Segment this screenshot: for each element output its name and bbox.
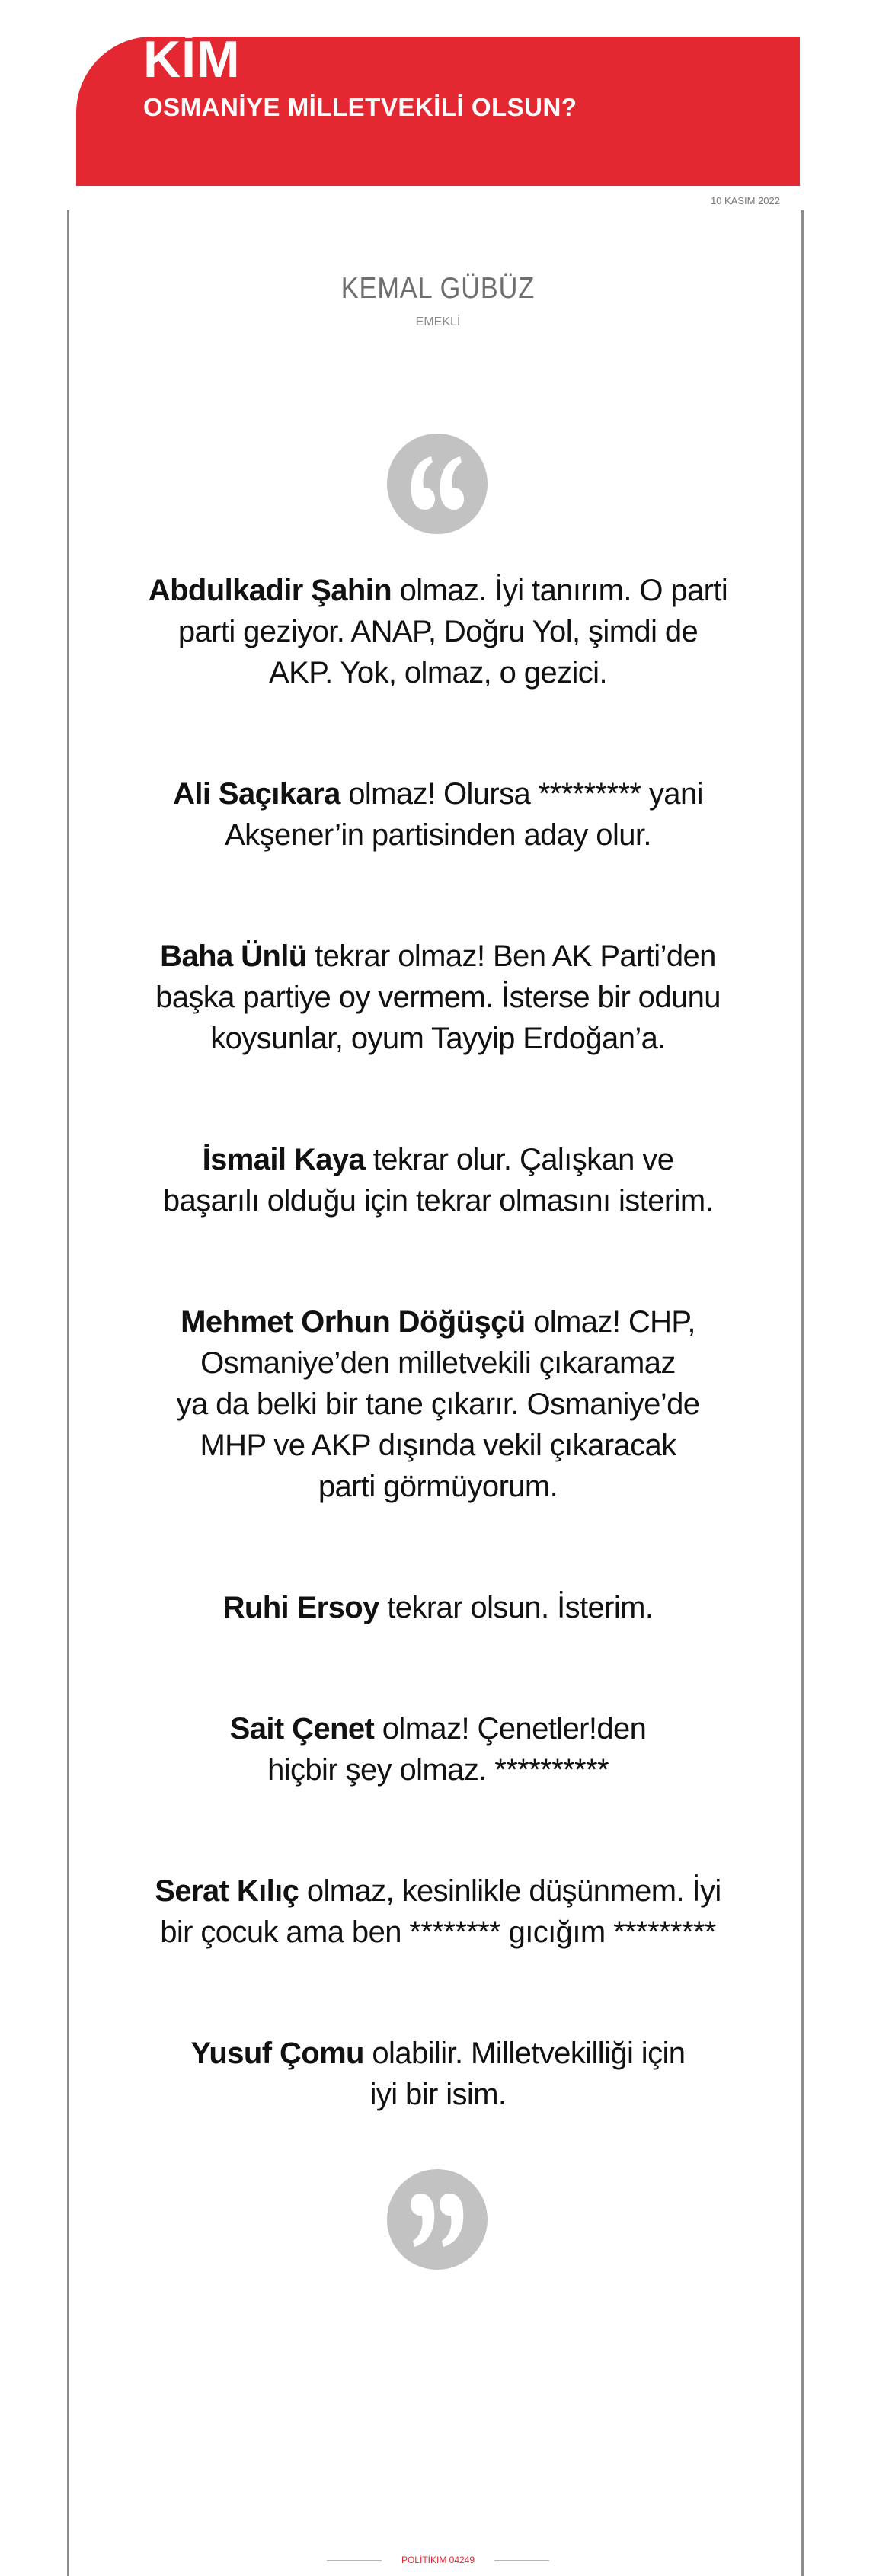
frame-left-rule	[67, 210, 69, 2576]
quote-text: MHP ve AKP dışında vekil çıkaracak	[200, 1429, 676, 1462]
frame-right-rule	[801, 210, 804, 2576]
quote-entry	[133, 936, 743, 1059]
person-name: Mehmet Orhun Döğüşçü	[181, 1305, 526, 1339]
page-subtitle: OSMANİYE MİLLETVEKİLİ OLSUN?	[143, 93, 577, 121]
quote-entry	[133, 1139, 743, 1221]
quote-text: olabilir. Milletvekilliği için	[363, 2037, 686, 2070]
person-name: Serat Kılıç	[155, 1874, 299, 1908]
quote-text: hiçbir şey olmaz. **********	[267, 1753, 609, 1787]
quote-text: parti görmüyorum.	[318, 1470, 558, 1503]
author-role: EMEKLİ	[415, 315, 461, 328]
quote-text: başarılı olduğu için tekrar olmasını isterim.	[162, 1184, 714, 1218]
quote-entry	[133, 2033, 743, 2115]
quote-text: bir çocuk ama ben ******** gıcığım *********	[160, 1915, 716, 1949]
quote-text: parti geziyor. ANAP, Doğru Yol, şimdi de	[177, 615, 699, 648]
quote-entry	[133, 1708, 743, 1790]
footer-rule-right	[494, 2560, 549, 2561]
person-name: Ali Saçıkara	[173, 777, 340, 811]
quote-text: tekrar olmaz! Ben AK Parti’den	[306, 939, 716, 973]
quote-open-icon	[387, 434, 488, 534]
quote-entry	[133, 1870, 743, 1953]
quote-text: iyi bir isim.	[369, 2078, 507, 2111]
quote-text: olmaz! Olursa ********* yani	[340, 777, 703, 811]
quote-entry	[133, 1587, 743, 1628]
quote-text: Osmaniye’den milletvekili çıkaramaz	[200, 1346, 676, 1380]
quote-entry	[133, 1301, 743, 1507]
quote-text: tekrar olsun. İsterim.	[379, 1591, 654, 1624]
author-name: KEMAL GÜBÜZ	[340, 272, 536, 305]
person-name: Sait Çenet	[229, 1712, 375, 1746]
quote-text: olmaz. İyi tanırım. O parti	[392, 574, 728, 607]
quote-text: olmaz! Çenetler!den	[374, 1712, 647, 1746]
footer	[0, 2555, 876, 2565]
person-name: İsmail Kaya	[202, 1143, 366, 1176]
quote-text: başka partiye oy vermem. İsterse bir odunu	[155, 981, 721, 1014]
person-name: Ruhi Ersoy	[222, 1591, 379, 1624]
quote-text: Akşener’in partisinden aday olur.	[225, 818, 651, 852]
quote-text: ya da belki bir tane çıkarır. Osmaniye’de	[176, 1387, 700, 1421]
quote-close-icon	[387, 2169, 488, 2270]
quote-text: koysunlar, oyum Tayyip Erdoğan’a.	[210, 1022, 666, 1055]
publish-date: 10 KASIM 2022	[710, 195, 780, 206]
quote-text: olmaz, kesinlikle düşünmem. İyi	[299, 1874, 721, 1908]
page-title: KİM	[143, 30, 241, 88]
quotes-list	[133, 570, 743, 2115]
quote-entry	[133, 773, 743, 856]
person-name: Abdulkadir Şahin	[148, 574, 392, 607]
footer-rule-left	[327, 2560, 382, 2561]
footer-label: POLİTİKIM 04249	[401, 2555, 475, 2565]
quote-entry	[133, 570, 743, 693]
quote-text: AKP. Yok, olmaz, o gezici.	[269, 656, 607, 690]
person-name: Yusuf Çomu	[190, 2037, 364, 2070]
quote-text: olmaz! CHP,	[525, 1305, 695, 1339]
quote-text: tekrar olur. Çalışkan ve	[365, 1143, 674, 1176]
person-name: Baha Ünlü	[160, 939, 307, 973]
